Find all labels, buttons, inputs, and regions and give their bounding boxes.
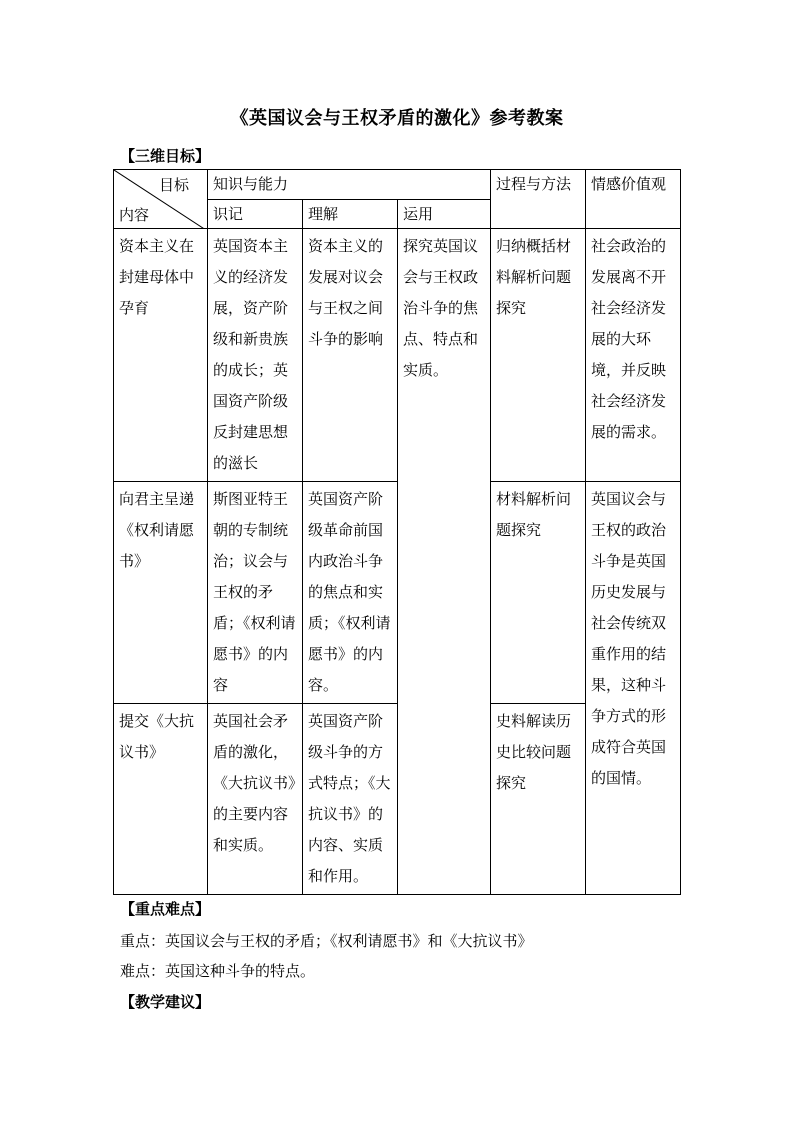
header-knowledge: 知识与能力 [208,170,491,200]
page-title: 《英国议会与王权矛盾的激化》参考教案 [230,108,564,129]
apply-merged-cell: 探究英国议会与王权政治斗争的焦点、特点和实质。 [398,229,491,895]
table-row [114,229,681,482]
corner-label-content: 内容 [119,206,150,224]
row-recall: 英国资本主义的经济发展，资产阶级和新贵族的成长；英国资产阶级反封建思想的滋长 [208,229,303,482]
table-corner-cell [114,170,208,229]
row-process: 归纳概括材料解析问题探究 [491,229,586,482]
row-recall: 斯图亚特王朝的专制统治；议会与王权的矛盾；《权利请愿书》的内容 [208,482,303,704]
row-content: 资本主义在封建母体中孕育 [114,229,208,482]
emotion-merged-cell: 英国议会与王权的政治斗争是英国历史发展与社会传统双重作用的结果，这种斗争方式的形成符合英国的国情。 [586,482,681,895]
row-understand: 英国资产阶级斗争的方式特点；《大抗议书》的内容、实质和作用。 [303,704,398,895]
header-emotion: 情感价值观 [586,170,681,229]
row-process: 材料解析问题探究 [491,482,586,704]
row-emotion: 社会政治的发展离不开社会经济发展的大环境，并反映社会经济发展的需求。 [586,229,681,482]
section-heading-key: 【重点难点】 [120,900,211,918]
row-understand: 英国资产阶级革命前国内政治斗争的焦点和实质；《权利请愿书》的内容。 [303,482,398,704]
header-recall: 识记 [208,199,303,229]
goals-table [113,169,681,895]
row-content: 提交《大抗议书》 [114,704,208,895]
row-recall: 英国社会矛盾的激化，《大抗议书》的主要内容和实质。 [208,704,303,895]
row-understand: 资本主义的发展对议会与王权之间斗争的影响 [303,229,398,482]
section-heading-teaching: 【教学建议】 [120,993,211,1011]
table-row [114,482,681,704]
row-process: 史料解读历史比较问题探究 [491,704,586,895]
header-process: 过程与方法 [491,170,586,229]
row-content: 向君主呈递《权利请愿书》 [114,482,208,704]
corner-label-goal: 目标 [158,176,189,194]
section-heading-goals: 【三维目标】 [120,147,211,165]
header-understand: 理解 [303,199,398,229]
difficult-point-text: 难点：英国这种斗争的特点。 [120,962,316,980]
key-point-text: 重点：英国议会与王权的矛盾；《权利请愿书》和《大抗议书》 [120,932,533,950]
header-apply: 运用 [398,199,491,229]
